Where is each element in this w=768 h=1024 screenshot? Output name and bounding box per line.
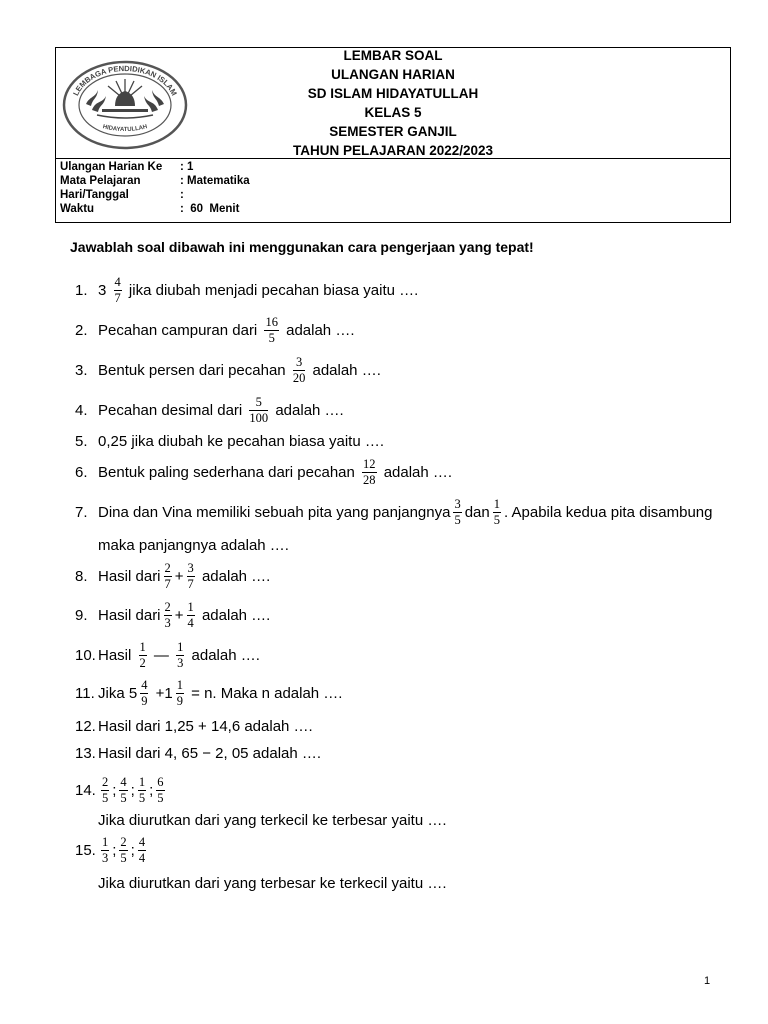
fraction-numerator: 4 bbox=[141, 677, 148, 692]
question-15 bbox=[75, 832, 149, 868]
fraction-denominator: 3 bbox=[164, 615, 171, 630]
fraction bbox=[101, 836, 109, 865]
fraction-numerator: 2 bbox=[120, 834, 127, 849]
question-6 bbox=[75, 454, 452, 490]
fraction bbox=[249, 396, 268, 425]
info-row-exam-number bbox=[60, 160, 250, 174]
question-text: maka panjangnya adalah …. bbox=[98, 536, 289, 554]
question-text: Bentuk paling sederhana dari pecahan bbox=[98, 463, 360, 481]
fraction bbox=[176, 641, 184, 670]
fraction-numerator: 2 bbox=[164, 560, 171, 575]
question-text: Hasil dari 1,25 + 14,6 adalah …. bbox=[98, 717, 313, 735]
fraction-denominator: 5 bbox=[454, 512, 461, 527]
question-text: + bbox=[174, 567, 184, 585]
question-number: 13. bbox=[75, 744, 96, 762]
question-text: = n. Maka n adalah …. bbox=[186, 684, 343, 702]
header-divider bbox=[56, 158, 730, 159]
fraction bbox=[164, 562, 172, 591]
question-text: adalah …. bbox=[197, 606, 271, 624]
question-text: adalah …. bbox=[379, 463, 453, 481]
fraction-denominator: 5 bbox=[120, 850, 127, 865]
question-text: ; bbox=[130, 781, 135, 799]
fraction-denominator: 9 bbox=[176, 693, 183, 708]
title-line-class: KELAS 5 bbox=[364, 105, 422, 120]
question-text: adalah …. bbox=[271, 401, 344, 419]
fraction bbox=[264, 316, 279, 345]
title-line-school: SD ISLAM HIDAYATULLAH bbox=[307, 86, 479, 101]
info-label: Waktu bbox=[60, 203, 95, 215]
fraction bbox=[140, 679, 148, 708]
question-text: Hasil dari bbox=[98, 567, 161, 585]
fraction-numerator: 5 bbox=[249, 396, 268, 411]
question-text: Jika diurutkan dari yang terbesar ke terkecil yaitu …. bbox=[98, 874, 447, 892]
question-2 bbox=[75, 312, 354, 348]
info-value: : Matematika bbox=[180, 175, 250, 187]
fraction bbox=[119, 836, 127, 865]
question-text: Pecahan desimal dari bbox=[98, 401, 247, 419]
fraction-numerator: 12 bbox=[363, 456, 376, 471]
question-number: 15. bbox=[75, 841, 96, 859]
fraction bbox=[493, 498, 501, 527]
fraction bbox=[156, 776, 164, 805]
fraction-numerator: 6 bbox=[157, 774, 164, 789]
question-3 bbox=[75, 352, 381, 388]
info-label: Mata Pelajaran bbox=[60, 175, 141, 187]
fraction bbox=[138, 836, 146, 865]
fraction-denominator: 7 bbox=[187, 576, 194, 591]
fraction-numerator: 1 bbox=[176, 677, 183, 692]
fraction-numerator: 4 bbox=[114, 274, 121, 289]
question-number: 2. bbox=[75, 321, 88, 339]
info-value: : bbox=[180, 189, 184, 201]
fraction-denominator: 2 bbox=[139, 655, 146, 670]
question-number: 7. bbox=[75, 503, 88, 521]
fraction-numerator: 1 bbox=[102, 834, 109, 849]
fraction bbox=[187, 601, 195, 630]
fraction-numerator: 1 bbox=[493, 496, 500, 511]
fraction-denominator: 20 bbox=[292, 370, 306, 385]
question-text: Jika diurutkan dari yang terkecil ke terbesar yaitu …. bbox=[98, 811, 447, 829]
exam-info-table bbox=[60, 160, 250, 216]
question-text: ; bbox=[112, 781, 117, 799]
question-7 bbox=[75, 494, 712, 530]
fraction-denominator: 28 bbox=[363, 472, 376, 487]
fraction-denominator: 7 bbox=[114, 290, 121, 305]
question-text: Bentuk persen dari pecahan bbox=[98, 361, 290, 379]
fraction-denominator: 5 bbox=[268, 330, 275, 345]
title-line-academic-year: TAHUN PELAJARAN 2022/2023 bbox=[292, 143, 494, 158]
fraction-numerator: 3 bbox=[187, 560, 194, 575]
fraction-denominator: 9 bbox=[141, 693, 148, 708]
fraction-numerator: 3 bbox=[293, 356, 306, 371]
fraction-denominator: 3 bbox=[177, 655, 184, 670]
question-text: Dina dan Vina memiliki sebuah pita yang panjangnya bbox=[98, 503, 451, 521]
fraction-denominator: 7 bbox=[164, 576, 171, 591]
question-number: 11. bbox=[75, 684, 95, 702]
question-text: 0,25 jika diubah ke pecahan biasa yaitu …. bbox=[98, 432, 385, 450]
fraction-numerator: 1 bbox=[187, 599, 194, 614]
question-number: 3. bbox=[75, 361, 88, 379]
fraction-denominator: 4 bbox=[187, 615, 194, 630]
info-value: : 60 Menit bbox=[180, 203, 240, 215]
fraction-denominator: 5 bbox=[157, 790, 164, 805]
question-number: 4. bbox=[75, 401, 88, 419]
question-9 bbox=[75, 597, 270, 633]
fraction-numerator: 2 bbox=[102, 774, 109, 789]
title-line-semester: SEMESTER GANJIL bbox=[329, 124, 457, 139]
question-15-line-2 bbox=[75, 865, 447, 901]
fraction-numerator: 1 bbox=[139, 639, 146, 654]
exam-title bbox=[56, 46, 730, 160]
question-number: 1. bbox=[75, 281, 88, 299]
question-number: 5. bbox=[75, 432, 88, 450]
fraction bbox=[119, 776, 127, 805]
fraction bbox=[138, 776, 146, 805]
fraction-numerator: 3 bbox=[454, 496, 461, 511]
fraction-denominator: 5 bbox=[493, 512, 500, 527]
question-text: adalah …. bbox=[187, 646, 260, 664]
info-row-subject bbox=[60, 174, 250, 188]
question-text: Hasil dari bbox=[98, 606, 161, 624]
info-row-duration bbox=[60, 202, 250, 216]
exam-header-box bbox=[55, 47, 731, 223]
info-row-date bbox=[60, 188, 250, 202]
info-label: Ulangan Harian Ke bbox=[60, 161, 163, 173]
fraction-numerator: 1 bbox=[177, 639, 184, 654]
question-text: — bbox=[149, 646, 174, 664]
question-number: 6. bbox=[75, 463, 88, 481]
question-text: adalah …. bbox=[281, 321, 355, 339]
fraction bbox=[101, 776, 109, 805]
question-number: 10. bbox=[75, 646, 96, 664]
fraction-numerator: 4 bbox=[138, 834, 146, 849]
question-text: Pecahan campuran dari bbox=[98, 321, 262, 339]
question-text: jika diubah menjadi pecahan biasa yaitu …. bbox=[124, 281, 419, 299]
question-10 bbox=[75, 637, 260, 673]
fraction bbox=[453, 498, 461, 527]
question-text: Jika 5 bbox=[98, 684, 138, 702]
title-line-exam-type: ULANGAN HARIAN bbox=[331, 67, 455, 82]
question-13 bbox=[75, 735, 321, 771]
fraction bbox=[293, 356, 306, 385]
question-text: adalah …. bbox=[197, 567, 271, 585]
question-number: 9. bbox=[75, 606, 88, 624]
fraction bbox=[176, 679, 184, 708]
info-value: : 1 bbox=[180, 161, 194, 173]
question-number: 8. bbox=[75, 567, 88, 585]
exam-instruction: Jawablah soal dibawah ini menggunakan cara pengerjaan yang tepat! bbox=[70, 239, 534, 255]
logo-top-text-path: LEMBAGA PENDIDIKAN ISLAM bbox=[71, 63, 179, 98]
fraction bbox=[187, 562, 195, 591]
logo-bottom-text-path: HIDAYATULLAH bbox=[102, 124, 148, 134]
fraction-denominator: 5 bbox=[120, 790, 127, 805]
fraction-numerator: 2 bbox=[164, 599, 171, 614]
info-label: Hari/Tanggal bbox=[60, 189, 129, 201]
title-line-document: LEMBAR SOAL bbox=[343, 48, 443, 63]
fraction-denominator: 4 bbox=[138, 850, 146, 865]
fraction bbox=[164, 601, 172, 630]
question-text: ; bbox=[130, 841, 135, 859]
question-11 bbox=[75, 675, 342, 711]
fraction-numerator: 16 bbox=[265, 314, 278, 329]
question-text: +1 bbox=[151, 684, 173, 702]
question-text: Hasil bbox=[98, 646, 136, 664]
question-text: ; bbox=[112, 841, 117, 859]
fraction bbox=[139, 641, 147, 670]
fraction-denominator: 5 bbox=[138, 790, 146, 805]
fraction bbox=[114, 276, 122, 305]
fraction-numerator: 1 bbox=[138, 774, 146, 789]
question-number: 14. bbox=[75, 781, 96, 799]
fraction-denominator: 5 bbox=[102, 790, 109, 805]
fraction-numerator: 4 bbox=[120, 774, 127, 789]
question-text: 3 bbox=[98, 281, 111, 299]
question-text: Hasil dari 4, 65 − 2, 05 adalah …. bbox=[98, 744, 322, 762]
question-text: ; bbox=[149, 781, 154, 799]
question-text: + bbox=[174, 606, 184, 624]
question-1 bbox=[75, 272, 418, 308]
question-text: dan bbox=[464, 503, 490, 521]
question-number: 12. bbox=[75, 717, 96, 735]
question-text: . Apabila kedua pita disambung bbox=[504, 503, 713, 521]
page-number: 1 bbox=[704, 975, 711, 987]
fraction-denominator: 100 bbox=[249, 410, 269, 425]
fraction-denominator: 3 bbox=[102, 850, 109, 865]
fraction bbox=[362, 458, 377, 487]
question-8 bbox=[75, 558, 270, 594]
question-text: adalah …. bbox=[308, 361, 381, 379]
